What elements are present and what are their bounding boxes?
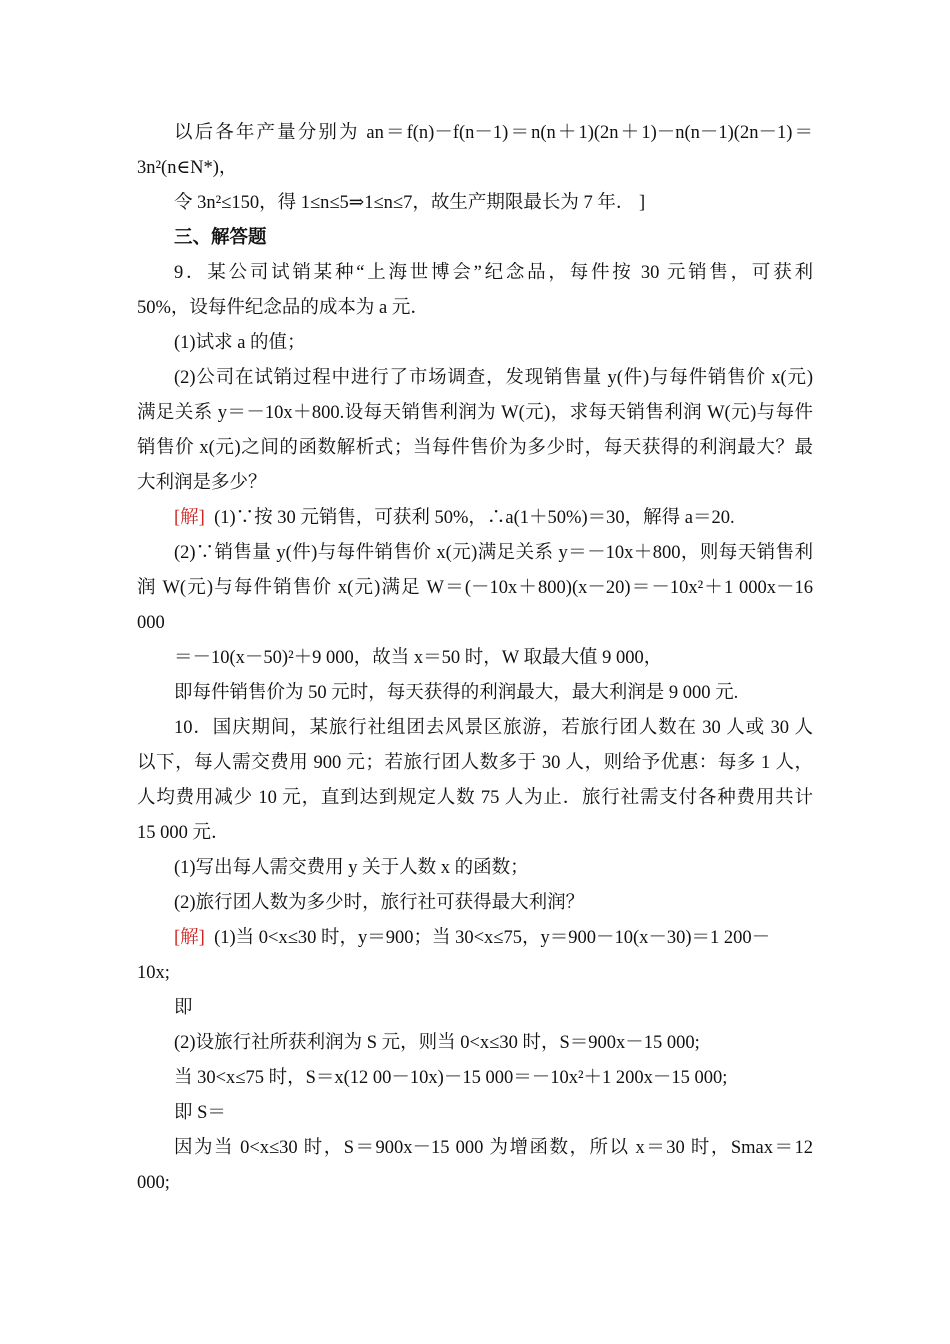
section-heading: 三、解答题 [174,228,267,248]
text-line: 9．某公司试销某种“上海世博会”纪念品，每件按 30 元销售，可获利 [174,263,813,283]
solution-tag: [解] [174,928,205,948]
text-line: 因为当 0<x≤30 时，S＝900x－15 000 为增函数，所以 x＝30 时，Smax＝12 [174,1138,813,1158]
document-page [137,116,813,1201]
text-line: 润 W(元)与每件销售价 x(元)满足 W＝(－10x＋800)(x－20)＝－10x²＋1 000x－16 [137,578,813,598]
text-line: 即 S＝ [174,1103,226,1123]
solution-line [137,501,813,536]
text-line: ＝－10(x－50)²＋9 000，故当 x＝50 时，W 取最大值 9 000， [174,648,663,668]
text-line: (2)设旅行社所获利润为 S 元，则当 0<x≤30 时，S＝900x－15 000; [174,1033,700,1053]
text-line: 满足关系 y＝－10x＋800.设每天销售利润为 W(元)，求每天销售利润 W(元)与每件 [137,403,813,423]
text-line: 10x; [137,963,170,983]
text-line: 人均费用减少 10 元，直到达到规定人数 75 人为止．旅行社需支付各种费用共计 [137,788,813,808]
solution-line [137,921,813,956]
text-span: (1)∵按 30 元销售，可获利 50%，∴a(1＋50%)＝30，解得 a＝20. [214,508,735,528]
solution-tag: [解] [174,508,205,528]
text-line: (2)∵销售量 y(件)与每件销售价 x(元)满足关系 y＝－10x＋800，则每天销售利 [174,543,813,563]
text-line: (2)旅行团人数为多少时，旅行社可获得最大利润？ [174,893,585,913]
text-line: 令 3n²≤150，得 1≤n≤5⇒1≤n≤7，故生产期限最长为 7 年． ] [174,193,646,213]
text-line: 以后各年产量分别为 an＝f(n)－f(n－1)＝n(n＋1)(2n＋1)－n(n－1)(2n－1)＝ [174,123,813,143]
text-line: 销售价 x(元)之间的函数解析式；当每件售价为多少时，每天获得的利润最大？最 [137,438,813,458]
text-line: (1)试求 a 的值； [174,333,306,353]
text-line: 15 000 元． [137,823,230,843]
text-line: 000; [137,1173,170,1193]
text-line: 当 30<x≤75 时，S＝x(12 00－10x)－15 000＝－10x²＋1 200x－15 000; [174,1068,728,1088]
text-line: 即每件销售价为 50 元时，每天获得的利润最大，最大利润是 9 000 元. [174,683,739,703]
text-line: 即 [174,998,193,1018]
text-line: (1)写出每人需交费用 y 关于人数 x 的函数； [174,858,529,878]
text-line: 大利润是多少？ [137,473,267,493]
text-line: 50%，设每件纪念品的成本为 a 元． [137,298,429,318]
text-span: (1)当 0<x≤30 时，y＝900；当 30<x≤75，y＝900－10(x－30)＝1 200－ [214,928,771,948]
text-line: 3n²(n∈N*)， [137,158,238,178]
text-line: (2)公司在试销过程中进行了市场调查，发现销售量 y(件)与每件销售价 x(元) [174,368,813,388]
text-line: 10．国庆期间，某旅行社组团去风景区旅游，若旅行团人数在 30 人或 30 人 [174,718,813,738]
text-line: 000 [137,613,165,633]
text-line: 以下，每人需交费用 900 元；若旅行团人数多于 30 人，则给予优惠：每多 1 人， [137,753,813,773]
